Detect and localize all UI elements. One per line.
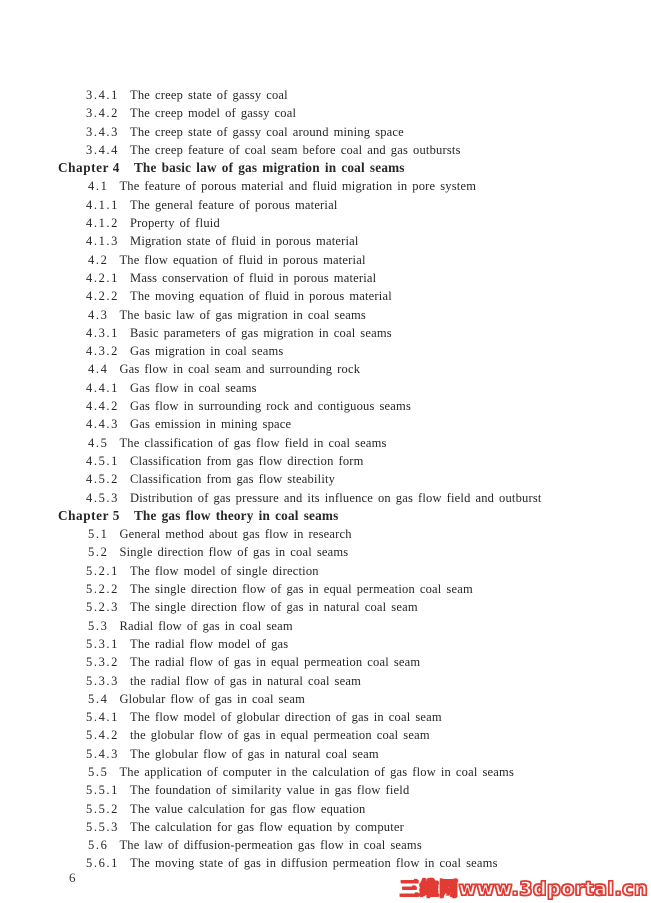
toc-entry-row: [0, 434, 637, 452]
toc-entry-number: 4.3.2: [86, 344, 119, 359]
toc-entry-title: The foundation of similarity value in gas flow field: [130, 783, 410, 798]
toc-entry-number: 4.2: [88, 252, 109, 267]
toc-entry-row: [0, 580, 637, 598]
toc-entry-title: The radial flow of gas in equal permeation coal seam: [130, 655, 421, 670]
toc-entry-title: Classification from gas flow steability: [130, 472, 336, 487]
toc-entry-title: The flow model of single direction: [130, 563, 319, 578]
toc-entry-number: 4.1.1: [86, 197, 119, 212]
toc-entry-number: 5.6.1: [86, 856, 119, 871]
toc-entry-title: The law of diffusion-permeation gas flow in coal seams: [119, 838, 422, 853]
toc-entry-row: [0, 141, 637, 159]
toc-entry-number: 5.4.2: [86, 728, 119, 743]
toc-entry-title: The creep state of gassy coal around mining space: [130, 124, 404, 139]
toc-entry-row: [0, 598, 637, 616]
toc-entry-row: [0, 489, 637, 507]
toc-entry-number: 3.4.2: [86, 106, 119, 121]
toc-entry-title: Gas migration in coal seams: [130, 344, 284, 359]
toc-entry-row: [0, 123, 637, 141]
toc-entry-number: 5.2.3: [86, 600, 119, 615]
toc-entry-row: [0, 269, 637, 287]
toc-entry-number: 4.4.2: [86, 399, 119, 414]
toc-entry-title: The basic law of gas migration in coal seams: [133, 160, 405, 176]
toc-entry-row: [0, 232, 637, 250]
toc-entry-row: [0, 854, 637, 872]
toc-entry-title: Migration state of fluid in porous material: [130, 234, 359, 249]
toc-entry-number: 4.1.3: [86, 234, 119, 249]
toc-entry-number: 5.5.3: [86, 819, 119, 834]
toc-entry-title: Classification from gas flow direction form: [130, 453, 364, 468]
toc-entry-number: 4.2.2: [86, 289, 119, 304]
toc-entry-row: [0, 415, 637, 433]
toc-entry-title: The application of computer in the calculation of gas flow in coal seams: [119, 764, 515, 779]
toc-entry-number: 4.4: [88, 362, 109, 377]
toc-entry-title: the globular flow of gas in equal permeation coal seam: [130, 728, 430, 743]
toc-entry-title: Mass conservation of fluid in porous material: [130, 270, 377, 285]
toc-entry-row: [0, 836, 637, 854]
toc-entry-title: Gas emission in mining space: [130, 417, 292, 432]
toc-entry-number: 4.4.1: [86, 380, 119, 395]
toc-entry-row: [0, 690, 637, 708]
toc-entry-row: [0, 306, 637, 324]
toc-entry-number: 4.5: [88, 435, 109, 450]
toc-entry-row: [0, 708, 637, 726]
toc-entry-title: Distribution of gas pressure and its influence on gas flow field and outburst: [130, 490, 542, 505]
toc-entry-title: The basic law of gas migration in coal seams: [119, 307, 366, 322]
toc-entry-number: 4.1: [88, 179, 109, 194]
toc-chapter-row: [0, 507, 637, 525]
toc-entry-row: [0, 360, 637, 378]
toc-entry-title: The feature of porous material and fluid migration in pore system: [119, 179, 477, 194]
toc-entry-number: 4.5.3: [86, 490, 119, 505]
toc-entry-title: Gas flow in coal seams: [130, 380, 257, 395]
toc-entry-row: [0, 726, 637, 744]
toc-entry-number: 4.3.1: [86, 325, 119, 340]
toc-entry-title: Property of fluid: [130, 216, 220, 231]
toc-entry-number: Chapter 5: [58, 507, 120, 523]
toc-entry-number: 5.3.3: [86, 673, 119, 688]
toc-entry-number: 5.5.2: [86, 801, 119, 816]
toc-entry-row: [0, 379, 637, 397]
toc-entry-title: The moving state of gas in diffusion permeation flow in coal seams: [130, 856, 498, 871]
toc-entry-number: Chapter 4: [58, 160, 120, 176]
toc-entry-row: [0, 397, 637, 415]
toc-entry-row: [0, 617, 637, 635]
toc-entry-row: [0, 543, 637, 561]
toc-entry-number: 3.4.1: [86, 88, 119, 102]
toc-entry-row: [0, 672, 637, 690]
toc-entry-number: 4.5.1: [86, 453, 119, 468]
toc-entry-row: [0, 800, 637, 818]
toc-entry-row: [0, 635, 637, 653]
toc-entry-number: 4.1.2: [86, 216, 119, 231]
toc-entry-title: The creep feature of coal seam before coal and gas outbursts: [130, 142, 461, 157]
toc-entry-title: The creep model of gassy coal: [130, 106, 297, 121]
toc-entry-number: 5.3.2: [86, 655, 119, 670]
toc-entry-number: 4.4.3: [86, 417, 119, 432]
toc-entry-number: 5.6: [88, 838, 109, 853]
toc-entry-row: [0, 452, 637, 470]
toc-entry-title: The general feature of porous material: [130, 197, 338, 212]
toc-entry-number: 5.2: [88, 545, 109, 560]
toc-entry-row: [0, 470, 637, 488]
toc-entry-number: 5.1: [88, 527, 109, 542]
toc-entry-title: The creep state of gassy coal: [130, 88, 288, 102]
toc-entry-title: The flow equation of fluid in porous material: [119, 252, 366, 267]
toc-entry-row: [0, 196, 637, 214]
toc-entry-title: The radial flow model of gas: [130, 636, 289, 651]
toc-entry-title: The moving equation of fluid in porous material: [130, 289, 392, 304]
toc-entry-row: [0, 763, 637, 781]
toc-entry-number: 5.5.1: [86, 783, 119, 798]
toc-entry-title: The flow model of globular direction of gas in coal seam: [130, 710, 442, 725]
toc-entry-number: 3.4.4: [86, 142, 119, 157]
toc-entry-number: 5.2.2: [86, 582, 119, 597]
toc-entry-number: 5.4.3: [86, 746, 119, 761]
toc-entry-title: The single direction flow of gas in natural coal seam: [130, 600, 418, 615]
toc-entry-row: [0, 653, 637, 671]
toc-entry-number: 5.4: [88, 691, 109, 706]
watermark-text: 三维网www.3dportal.cn: [400, 878, 648, 900]
toc-entry-row: [0, 818, 637, 836]
toc-entry-title: The gas flow theory in coal seams: [133, 507, 339, 523]
toc-entry-number: 3.4.3: [86, 124, 119, 139]
toc-entry-row: [0, 562, 637, 580]
toc-entry-number: 4.2.1: [86, 270, 119, 285]
toc-entry-title: Basic parameters of gas migration in coal seams: [130, 325, 392, 340]
toc-entry-number: 4.3: [88, 307, 109, 322]
toc-entry-title: Gas flow in surrounding rock and contiguous seams: [130, 399, 412, 414]
toc-entry-title: The value calculation for gas flow equation: [130, 801, 366, 816]
toc-entry-row: [0, 342, 637, 360]
toc-entry-number: 5.3: [88, 618, 109, 633]
toc-entry-title: Gas flow in coal seam and surrounding rock: [119, 362, 361, 377]
toc-entry-row: [0, 177, 637, 195]
toc-entry-title: The classification of gas flow field in coal seams: [119, 435, 387, 450]
toc-entry-title: General method about gas flow in research: [119, 527, 352, 542]
toc-entry-title: The globular flow of gas in natural coal seam: [130, 746, 379, 761]
toc-entry-row: [0, 781, 637, 799]
toc-chapter-row: [0, 159, 637, 177]
toc-list: [0, 86, 637, 873]
toc-entry-row: [0, 287, 637, 305]
toc-entry-title: The single direction flow of gas in equal permeation coal seam: [130, 582, 473, 597]
toc-entry-number: 5.4.1: [86, 710, 119, 725]
toc-entry-number: 5.3.1: [86, 636, 119, 651]
toc-entry-title: the radial flow of gas in natural coal seam: [130, 673, 362, 688]
toc-entry-row: [0, 251, 637, 269]
toc-entry-title: Globular flow of gas in coal seam: [119, 691, 306, 706]
toc-entry-row: [0, 745, 637, 763]
toc-entry-title: Radial flow of gas in coal seam: [119, 618, 293, 633]
toc-entry-row: [0, 86, 637, 104]
toc-entry-row: [0, 214, 637, 232]
toc-entry-row: [0, 104, 637, 122]
page-number: 6: [69, 870, 76, 885]
toc-entry-number: 5.2.1: [86, 563, 119, 578]
toc-entry-row: [0, 324, 637, 342]
toc-entry-row: [0, 525, 637, 543]
toc-entry-title: The calculation for gas flow equation by computer: [130, 819, 405, 834]
toc-entry-number: 4.5.2: [86, 472, 119, 487]
toc-entry-number: 5.5: [88, 764, 109, 779]
toc-entry-title: Single direction flow of gas in coal seams: [119, 545, 349, 560]
